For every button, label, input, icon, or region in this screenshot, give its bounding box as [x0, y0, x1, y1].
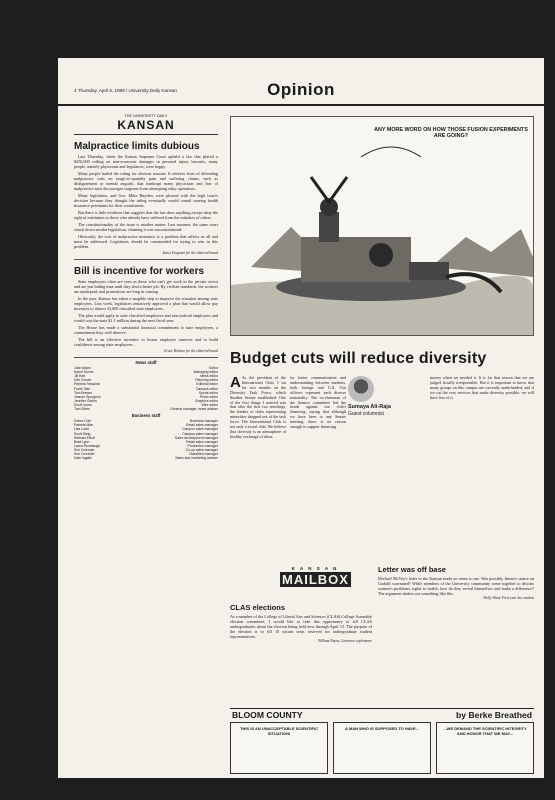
staff-heading: News staff [135, 360, 157, 365]
staff-role: Business manager [189, 419, 218, 424]
editorial-byline: James Fargusin for the editorial board [162, 251, 218, 255]
mailbox-logo [280, 566, 350, 596]
letter [378, 566, 534, 601]
comic-header [230, 708, 534, 720]
masthead-name: KANSAN [117, 118, 175, 132]
paragraph: Many legislators, and Gov. Mike Hayden, were pleased with the high court's decision because they thought the ruling eventually would curtail soaring health insurance premiums for their constituents. [74, 193, 218, 208]
staff-name: Laura Rumbaugh [74, 443, 101, 448]
letter-signature: Holly Wood, First-year law student [483, 596, 534, 600]
news-staff-list [74, 366, 218, 411]
business-staff-list [74, 419, 218, 460]
staff-role: Wire editor [201, 402, 218, 407]
divider [74, 259, 218, 260]
paragraph: money when we needed it. It is for that reason that we are judged fiscally irresponsible. But it is important to know that many groups on this campus are currently underfunded, and if we cut the very services that make diversity possible, we will have less of it. [430, 375, 534, 400]
staff-role: News editor [200, 374, 218, 379]
staff-box [74, 361, 218, 460]
newspaper-page [58, 58, 544, 778]
comic-author: by Berke Breathed [456, 710, 532, 720]
staff-role: Production manager [187, 443, 218, 448]
speech-balloon: A MAN WHO IS SUPPOSED TO HAVE... [345, 726, 419, 731]
staff-name: Michael Elliott [74, 435, 95, 440]
guest-column-text [290, 376, 346, 430]
staff-row [74, 456, 218, 460]
staff-name: Scott Jones [74, 402, 92, 407]
masthead [74, 114, 218, 135]
paragraph: In the past, Kansas has taken a tangible step to improve the situation among state employees. Last week, legislators tentatively approved a plan that would allow pay increases to almost 33,000 classified state employees. [74, 296, 218, 311]
columnist-name: Sumaya Ali-Raja [348, 404, 391, 410]
staff-role: Classified manager [188, 451, 218, 456]
editorial-column [74, 114, 218, 460]
paragraph: Obviously, the cost of malpractice insurance is a problem that affects us all and must be addressed. Legislators should be commended for trying to rein in this problem. [74, 234, 218, 249]
columnist-identification [348, 376, 428, 417]
staff-name: Pamela Mae [74, 423, 94, 428]
staff-name: Deb Grover [74, 378, 92, 383]
comic-title: BLOOM COUNTY [232, 710, 303, 720]
masthead-kicker: THE UNIVERSITY DAILY [124, 114, 168, 118]
letter-headline: CLAS elections [230, 603, 286, 612]
divider [74, 357, 218, 358]
letter-headline: Letter was off base [378, 565, 446, 574]
letter [230, 604, 372, 644]
letter-signature: William Nayne, Lawrence sophomore [318, 639, 372, 643]
staff-role: Retail sales manager [186, 423, 218, 428]
mailbox-title: MAILBOX [282, 572, 349, 587]
staff-role: Co-op sales manager [185, 447, 218, 452]
staff-name: Kate Ingalls [74, 456, 92, 461]
staff-role: Retail sales manager [186, 439, 218, 444]
cartoon-drawing [231, 117, 533, 335]
letter-body: As a member of the College of Liberal Arts and Sciences (CLAS) College Assembly election committee, I would like to take this opportunity to tell CLAS undergraduates about the election being held now through April 13. The purpose of the election is to fill 10 vacant seats reserved for undergraduate student representatives. [230, 614, 372, 639]
staff-role: Sports editor [198, 390, 218, 395]
staff-role: Editor [209, 366, 218, 371]
columnist-photo [348, 376, 374, 402]
staff-name: Debra Cole [74, 419, 92, 424]
guest-column-text [430, 376, 534, 401]
paragraph: for better communication and understanding between students, both foreign and U.S. Our officers represent each diverse nationality. The co-chairman of the finance committee led the tirade against our club's financing, saying that although we have been to any Senate meeting, there is no reason enough to support financing. [290, 375, 346, 430]
editorial-byline: Grace Hobson for the editorial board [163, 349, 218, 353]
staff-role: Managing editor [193, 370, 218, 375]
staff-name: Karen Morris [74, 370, 94, 375]
staff-row [74, 407, 218, 411]
paragraph: The constitutionality of the issue is another matter. Last summer, the same court struck down similar legislation, claiming it was unconstitutional. [74, 222, 218, 232]
editorial-headline: Malpractice limits dubious [74, 141, 200, 152]
paragraph: The House has made a substantial financial commitment to state employees, a commitment they well deserve. [74, 325, 218, 335]
staff-role: Campus sales manager [182, 427, 218, 432]
cartoon-caption: ANY MORE WORD ON HOW THOSE FUSION EXPERIMENTS ARE GOING? [374, 127, 528, 140]
staff-name: Jeanne Spurgeon [74, 394, 101, 399]
paragraph: As the president of the International Club, I sat for two months on the Diversity Task Force, which Student Senate established. One of the first things I noticed was that after the first two meetings, the leaders of clubs representing minorities dropped out of the task force. The International Club is not only a social club. We believe that diversity is an atmosphere of healthy exchange of ideas. [230, 375, 286, 439]
mailbox-kicker: K A N S A N [291, 566, 339, 571]
staff-role: Editorial editor [196, 382, 218, 387]
drop-cap: A [230, 374, 241, 391]
staff-role: Graphics editor [195, 398, 218, 403]
staff-name: Sue Cronister [74, 451, 95, 456]
staff-role: Sales development manager [174, 435, 218, 440]
guest-column-headline: Budget cuts will reduce diversity [230, 350, 487, 367]
staff-name: Frank Tate [74, 386, 90, 391]
editorial-headline: Bill is incentive for workers [74, 266, 205, 277]
letter-body: Michael McVey's letter to the Kansan made no sense to me. Was possibly Imran's stance on Gadaffi warranted? While members of the University community come together to discuss women's problems, rights to health, how do they reveal themselves and make a difference? The argument shakes out something like this. [378, 576, 534, 596]
staff-name: Julie Adam [74, 366, 91, 371]
speech-balloon: ...WE DEMAND THE SCIENTIFIC INTEGRITY AND HONOR THAT WE MAY... [443, 726, 527, 736]
staff-name: Scott Steig [74, 431, 91, 436]
staff-name: Tom Eilers [74, 407, 90, 412]
comic-panel [333, 722, 431, 774]
speech-balloon: THIS IS AN UNACCEPTABLE SCIENTIFIC SITUATION! [239, 726, 318, 736]
editorial-body [74, 154, 218, 249]
comic-panel [230, 722, 328, 774]
staff-heading: Business staff [131, 413, 161, 419]
staff-name: Pamela Farquhar [74, 382, 101, 387]
paragraph: Last Thursday, when the Kansas Supreme Court upheld a law that placed a $250,000 ceiling on non-economic damages in personal injury lawsuits, many people, namely physicians and legislators, were happy. [74, 154, 218, 169]
staff-name: Brad Lynn [74, 439, 90, 444]
comic-panel [436, 722, 534, 774]
staff-name: Jill Hart [74, 374, 86, 379]
staff-name: Kim Coleman [74, 447, 95, 452]
staff-role: Planning editor [195, 378, 218, 383]
staff-role: General manager, news adviser [170, 407, 218, 412]
staff-role: Campus sales manager [182, 431, 218, 436]
page-header [58, 80, 544, 106]
staff-role: Photo editor [199, 394, 218, 399]
section-title: Opinion [267, 80, 335, 99]
paragraph: But there is little evidence that suggests that the law does anything except deny the right of restitution to those who already have suffered from the mistakes of others. [74, 210, 218, 220]
editorial-cartoon [230, 116, 534, 336]
staff-role: Campus editor [195, 386, 218, 391]
staff-name: Lisa Ladd [74, 427, 89, 432]
paragraph: Many people hailed the ruling for obvious reasons: It relieves fears of defending malpractice suits on tough-to-quantify pain and suffering claims, such as disfigurement or mental anguish, that bankrupt many physicians and fear of malpractice suits discourages surgeons from attempting risky operations. [74, 171, 218, 191]
columnist-title: Guest columnist [348, 411, 384, 417]
guest-column-text [230, 376, 286, 440]
editorial-body [74, 279, 218, 347]
staff-name: Jennifer Gwinn [74, 398, 97, 403]
paragraph: State employees often are seen as those who can't get work in the private sector and are just biding time until they find a better job. By civilian standards, the workers are underpaid, and promotions are long in coming. [74, 279, 218, 294]
paragraph: The plan would apply to state classified employees and non-judicial employees and would cost the state $1.1 million during the next fiscal year. [74, 313, 218, 323]
staff-role: Sales and marketing adviser [175, 456, 218, 461]
paragraph: The bill is an effective incentive to lessen employee turnover and to build confidence among state employees. [74, 337, 218, 347]
folio-line: 4 Thursday, April 6, 1989 / University Daily Kansan [74, 88, 177, 93]
staff-name: Tom Brewer [74, 390, 93, 395]
